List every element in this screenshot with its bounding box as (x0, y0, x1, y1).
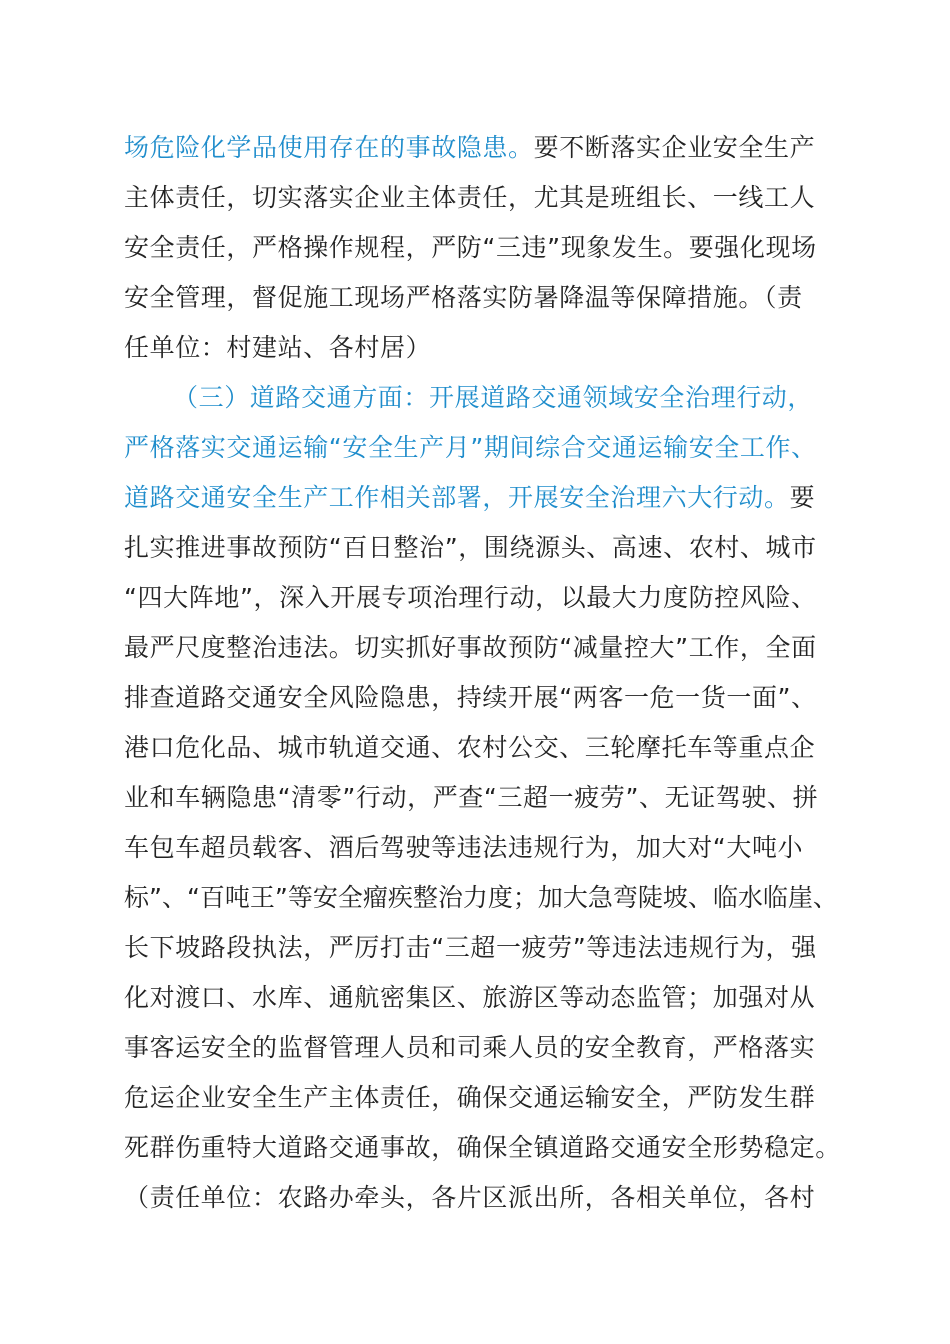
body-text: 港口危化品、城市轨道交通、农村公交、三轮摩托车等重点企 (124, 733, 816, 762)
body-text: 要 (789, 483, 816, 512)
highlight-text: 道路交通安全生产工作相关部署，开展安全治理六大行动。 (124, 483, 790, 512)
text-line-13 (124, 728, 815, 768)
body-text: 死群伤重特大道路交通事故，确保全镇道路交通安全形势稳定。 (124, 1133, 841, 1162)
body-text: “四大阵地”，深入开展专项治理行动，以最大力度防控风险、 (124, 583, 817, 612)
body-text: 排查道路交通安全风险隐患，持续开展“两客一危一货一面”、 (124, 683, 817, 712)
text-line-15 (124, 828, 803, 868)
body-text: 任单位：村建站、各村居） (124, 333, 432, 362)
body-text: 要不断落实企业安全生产 (533, 133, 816, 162)
text-line-18 (124, 978, 815, 1018)
text-line-7 (124, 428, 817, 468)
text-line-8 (124, 478, 815, 518)
text-line-20 (124, 1078, 815, 1118)
text-line-5 (124, 328, 431, 368)
text-line-11 (124, 628, 817, 668)
text-line-4 (124, 278, 803, 318)
text-line-2 (124, 178, 815, 218)
section-heading: （三）道路交通方面：开展道路交通领域安全治理行动， (173, 383, 814, 412)
body-text: 安全责任，严格操作规程，严防“三违”现象发生。要强化现场 (124, 233, 817, 262)
text-line-14 (124, 778, 818, 818)
section-heading-line (173, 378, 813, 418)
text-line-21 (124, 1128, 841, 1168)
text-line-16 (124, 878, 838, 918)
body-text: 安全管理，督促施工现场严格落实防暑降温等保障措施。（责 (124, 283, 803, 312)
body-text: 扎实推进事故预防“百日整治”，围绕源头、高速、农村、城市 (124, 533, 817, 562)
text-line-19 (124, 1028, 815, 1068)
text-line-1 (124, 128, 815, 168)
text-line-22 (124, 1178, 815, 1218)
text-line-12 (124, 678, 817, 718)
body-text: 主体责任，切实落实企业主体责任，尤其是班组长、一线工人 (124, 183, 816, 212)
body-text: 最严尺度整治违法。切实抓好事故预防“减量控大”工作，全面 (124, 633, 817, 662)
highlight-text: 场危险化学品使用存在的事故隐患。 (124, 133, 534, 162)
body-text: 危运企业安全生产主体责任，确保交通运输安全，严防发生群 (124, 1083, 816, 1112)
text-line-10 (124, 578, 817, 618)
text-line-9 (124, 528, 817, 568)
body-text: 标”、“百吨王”等安全瘤疾整治力度；加大急弯陡坡、临水临崖、 (124, 883, 838, 912)
body-text: 长下坡路段执法，严厉打击“三超一疲劳”等违法违规行为，强 (124, 933, 817, 962)
highlight-text: 严格落实交通运输“安全生产月”期间综合交通运输安全工作、 (124, 433, 817, 462)
body-text: 业和车辆隐患“清零”行动，严查“三超一疲劳”、无证驾驶、拼 (124, 783, 819, 812)
text-line-17 (124, 928, 817, 968)
body-text: （责任单位：农路办牵头，各片区派出所，各相关单位，各村 (124, 1183, 816, 1212)
text-line-3 (124, 228, 817, 268)
body-text: 化对渡口、水库、通航密集区、旅游区等动态监管；加强对从 (124, 983, 816, 1012)
body-text: 车包车超员载客、酒后驾驶等违法违规行为，加大对“大吨小 (124, 833, 804, 862)
body-text: 事客运安全的监督管理人员和司乘人员的安全教育，严格落实 (124, 1033, 816, 1062)
